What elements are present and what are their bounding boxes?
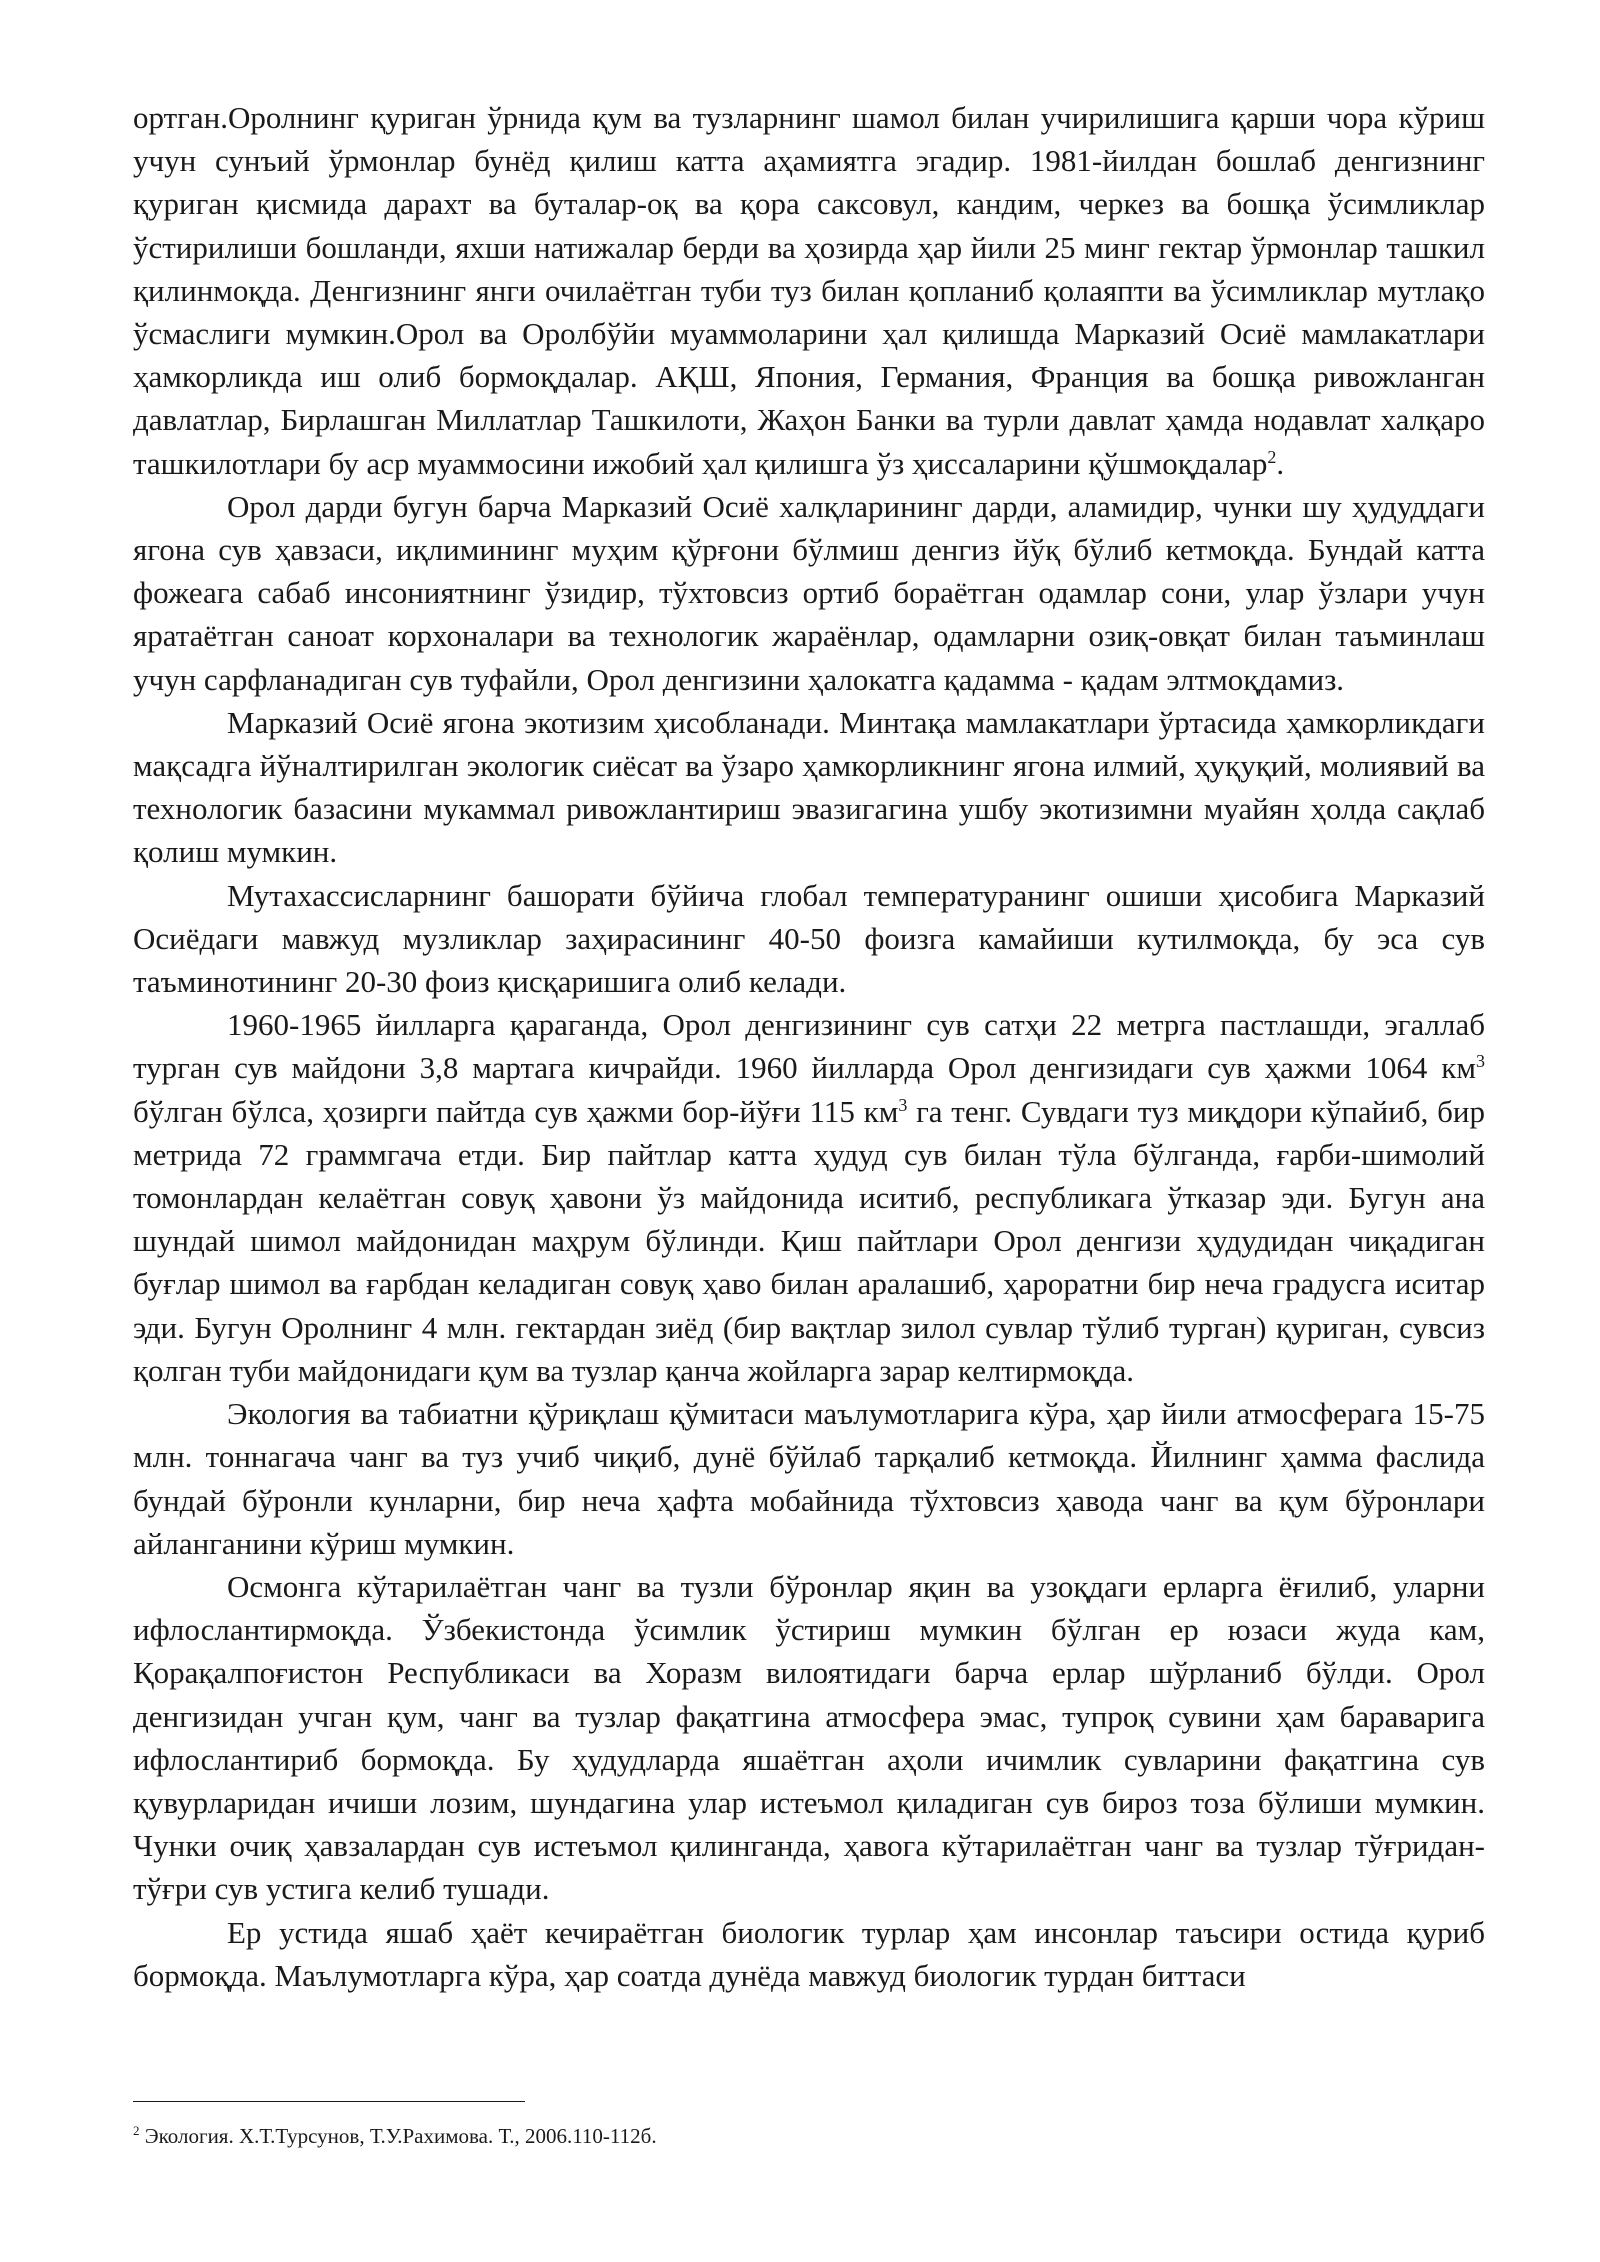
paragraph-text: Ер устида яшаб ҳаёт кечираётган биологик турлар ҳам инсонлар таъсири остида қуриб бормоқда. Маълумотларга кўра, ҳар соатда дунёда мавжуд биологик турдан биттаси [133, 1914, 1485, 1993]
paragraph [133, 485, 1485, 701]
paragraph-text: Экология ва табиатни қўриқлаш қўмитаси маълумотларига кўра, ҳар йили атмосферага 15-75 млн. тоннагача чанг ва туз учиб чиқиб, дунё бўйлаб тарқалиб кетмоқда. Йилнинг ҳамма фаслида бундай бўронли кунларни, бир неча ҳафта мобайнида тўхтовсиз ҳавода чанг ва қум бўронлари айланганини кўриш мумкин. [133, 1396, 1485, 1561]
paragraph-text: ортган.Оролнинг қуриган ўрнида қум ва тузларнинг шамол билан учирилишига қарши чора кўриш учун сунъий ўрмонлар бунёд қилиш катта аҳамиятга эгадир. 1981-йилдан бошлаб денгизнинг қуриган қисмида дарахт ва буталар-оқ ва қора саксовул, кандим, черкез ва бошқа ўсимликлар ўстирилиши бошланди, яхши натижалар берди ва ҳозирда ҳар йили 25 минг гектар ўрмонлар ташкил қилинмоқда. Денгизнинг янги очилаётган туби туз билан қопланиб қолаяпти ва ўсимликлар мутлақо ўсмаслиги мумкин.Орол ва Оролбўйи муаммоларини ҳал қилишда Марказий Осиё мамлакатлари ҳамкорликда иш олиб бормоқдалар. АҚШ, Япония, Германия, Франция ва бошқа ривожланган давлатлар, Бирлашган Миллатлар Ташкилоти, Жаҳон Банки ва турли давлат ҳамда нодавлат халқаро ташкилотлари бу аср муаммосини ижобий ҳал қилишга ўз ҳиссаларини қўшмоқдалар [133, 100, 1485, 481]
paragraph-text: га тенг. Сувдаги туз миқдори кўпайиб, бир метрида 72 граммгача етди. Бир пайтлар катта ҳудуд сув билан тўла бўлганда, ғарби-шимолий томонлардан келаётган совуқ ҳавони ўз майдонида иситиб, республикага ўтказар эди. Бугун ана шундай шимол майдонидан маҳрум бўлинди. Қиш пайтлари Орол денгизи ҳудудидан чиқадиган буғлар шимол ва ғарбдан келадиган совуқ ҳаво билан аралашиб, ҳароратни бир неча градусга иситар эди. Бугун Оролнинг 4 млн. гектардан зиёд (бир вақтлар зилол сувлар тўлиб турган) қуриган, сувсиз қолган туби майдонидаги қум ва тузлар қанча жойларга зарар келтирмоқда. [133, 1093, 1485, 1388]
paragraph-text: Осмонга кўтарилаётган чанг ва тузли бўронлар яқин ва узоқдаги ерларга ёғилиб, уларни ифлослантирмоқда. Ўзбекистонда ўсимлик ўстириш мумкин бўлган ер юзаси жуда кам, Қорақалпоғистон Республикаси ва Хоразм вилоятидаги барча ерлар шўрланиб бўлди. Орол денгизидан учган қум, чанг ва тузлар фақатгина атмосфера эмас, тупроқ сувини ҳам бараварига ифлослантириб бормоқда. Бу ҳудудларда яшаётган аҳоли ичимлик сувларини фақатгина сув қувурларидан ичиши лозим, шундагина улар истеъмол қиладиган сув бироз тоза бўлиши мумкин. Чунки очиқ ҳавзалардан сув истеъмол қилинганда, ҳавога кўтарилаётган чанг ва тузлар тўғридан-тўғри сув устига келиб тушади. [133, 1568, 1485, 1907]
paragraph-text: Мутахассисларнинг башорати бўйича глобал температуранинг ошиши ҳисобига Марказий Осиёдаги мавжуд музликлар заҳирасининг 40-50 фоизга камайиши кутилмоқда, бу эса сув таъминотининг 20-30 фоиз қисқаришига олиб келади. [133, 877, 1485, 1000]
footnote-text: Экология. Х.Т.Турсунов, Т.У.Рахимова. Т., 2006.110-112б. [139, 2124, 657, 2148]
paragraph [133, 701, 1485, 874]
paragraph [133, 1392, 1485, 1565]
superscript: 2 [1267, 446, 1277, 467]
paragraph [133, 1565, 1485, 1911]
paragraph [133, 96, 1485, 485]
paragraph-text: бўлган бўлса, ҳозирги пайтда сув ҳажми бор-йўғи 115 км [133, 1093, 899, 1129]
footnote [133, 2122, 1485, 2150]
body-text [133, 96, 1485, 1997]
superscript: 3 [898, 1094, 908, 1115]
paragraph [133, 1911, 1485, 1997]
paragraph-text: Орол дарди бугун барча Марказий Осиё халқларининг дарди, аламидир, чунки шу ҳудуддаги ягона сув ҳавзаси, иқлимининг муҳим қўрғони бўлмиш денгиз йўқ бўлиб кетмоқда. Бундай катта фожеага сабаб инсониятнинг ўзидир, тўхтовсиз ортиб бораётган одамлар сони, улар ўзлари учун яратаётган саноат корхоналари ва технологик жараёнлар, одамларни озиқ-овқат билан таъминлаш учун сарфланадиган сув туфайли, Орол денгизини ҳалокатга қадамма - қадам элтмоқдамиз. [133, 488, 1485, 697]
paragraph [133, 874, 1485, 1004]
superscript: 3 [1476, 1051, 1485, 1072]
paragraph-text: 1960-1965 йилларга қараганда, Орол денгизининг сув сатҳи 22 метрга пастлашди, эгаллаб турган сув майдони 3,8 мартага кичрайди. 1960 йилларда Орол денгизидаги сув ҳажми 1064 км [133, 1007, 1485, 1086]
footnote-marker: 2 [133, 2123, 140, 2138]
paragraph-text: . [1276, 445, 1285, 481]
paragraph [133, 1003, 1485, 1392]
paragraph-text: Марказий Осиё ягона экотизим ҳисобланади. Минтақа мамлакатлари ўртасида ҳамкорликдаги мақсадга йўналтирилган экологик сиёсат ва ўзаро ҳамкорликнинг ягона илмий, ҳуқуқий, молиявий ва технологик базасини мукаммал ривожлантириш эвазигагина ушбу экотизимни муайян ҳолда сақлаб қолиш мумкин. [133, 704, 1485, 870]
footnote-separator [133, 2101, 525, 2102]
